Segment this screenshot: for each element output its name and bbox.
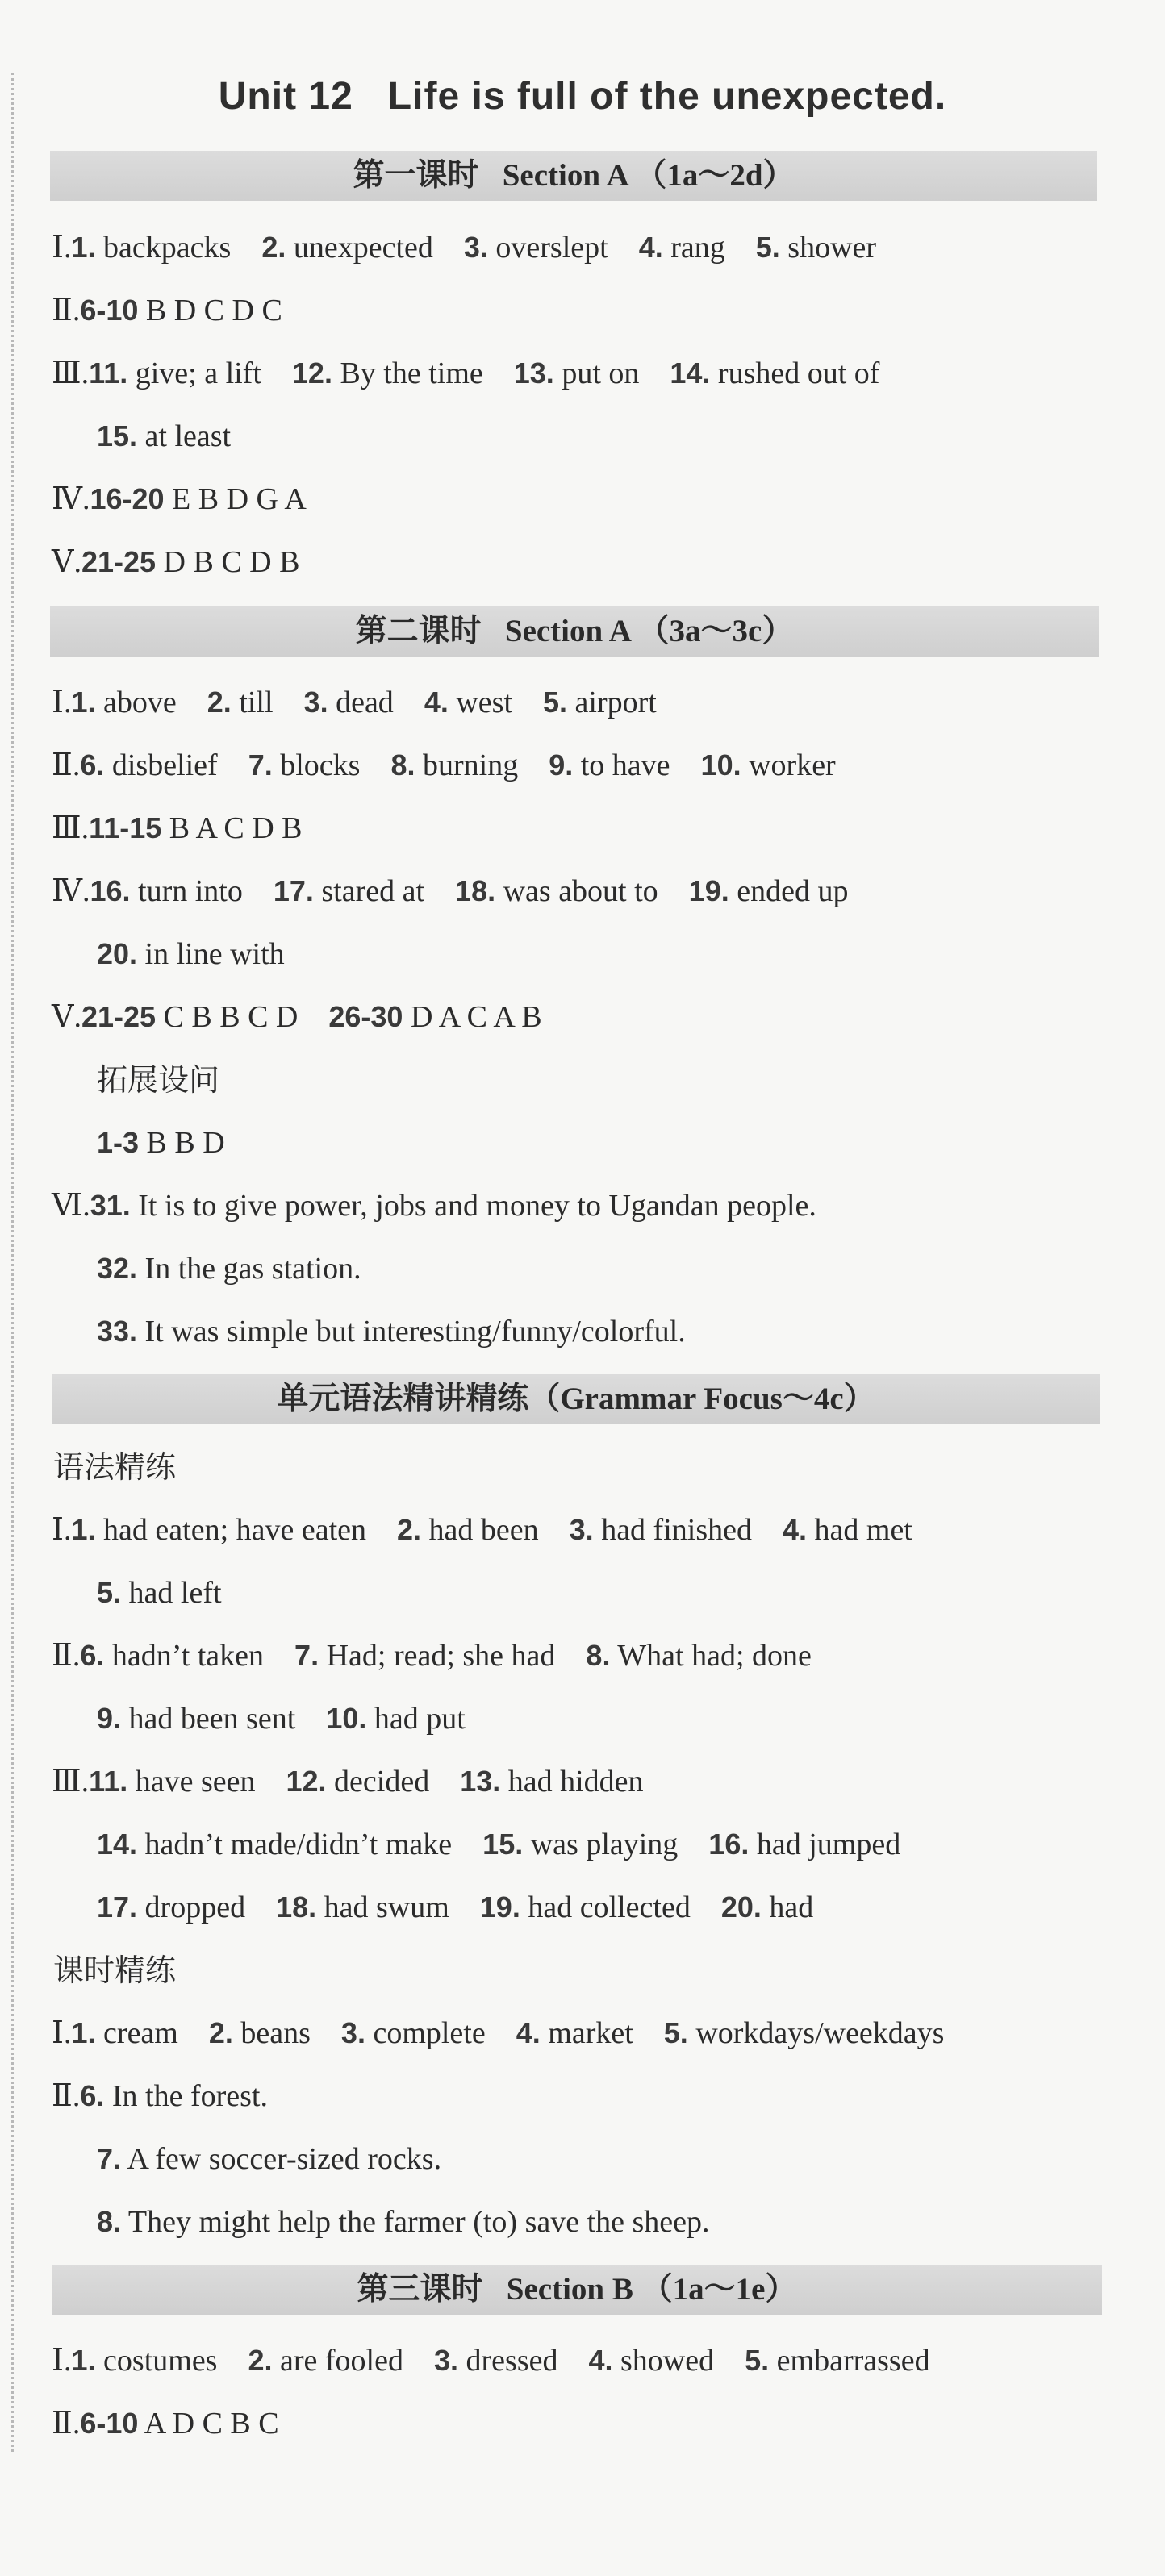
question-number: 10.: [700, 748, 741, 782]
answer-text: dead: [336, 686, 394, 719]
question-number: 11.: [89, 356, 128, 390]
answer-line: [52, 479, 307, 519]
answer-text: D B C D B: [163, 545, 300, 579]
answer-text: unexpected: [293, 231, 433, 265]
question-number: 11-15: [89, 811, 162, 844]
answer-line: [97, 416, 231, 456]
answer-text: disbelief: [111, 748, 218, 782]
answer-text: decided: [334, 1765, 430, 1799]
question-number: 6-10: [80, 2407, 139, 2440]
question-number: 1.: [71, 686, 96, 719]
answer-text: In the forest.: [111, 2079, 268, 2113]
answer-text: They might help the farmer (to) save the sheep.: [127, 2205, 710, 2239]
answer-text: It is to give power, jobs and money to Ugandan people.: [138, 1189, 816, 1223]
roman-numeral: Ⅱ.: [52, 1639, 81, 1673]
answer-line: [97, 934, 285, 974]
answer-text: had hidden: [507, 1765, 644, 1799]
question-number: 9.: [97, 1702, 122, 1735]
question-number: 6-10: [80, 294, 139, 327]
question-number: 18.: [455, 874, 496, 907]
answer-text: costumes: [103, 2344, 218, 2378]
answer-text: had jumped: [756, 1828, 901, 1861]
roman-numeral: Ⅲ.: [52, 1765, 90, 1799]
roman-numeral: Ⅰ.: [52, 231, 72, 265]
question-number: 2.: [207, 686, 232, 719]
answer-text: shower: [787, 231, 877, 265]
question-number: 5.: [745, 2344, 770, 2377]
question-number: 4.: [516, 2016, 541, 2049]
question-number: 18.: [276, 1890, 317, 1924]
answer-line: [97, 1699, 466, 1739]
answer-text: rushed out of: [717, 356, 880, 390]
answer-text: It was simple but interesting/funny/colorful.: [144, 1315, 686, 1348]
answer-line: [52, 1510, 912, 1550]
roman-numeral: Ⅱ.: [52, 748, 81, 782]
question-number: 8.: [97, 2205, 122, 2238]
question-number: 1-3: [97, 1126, 140, 1159]
roman-numeral: Ⅳ.: [52, 874, 90, 908]
answer-text: What had; done: [617, 1639, 812, 1673]
answer-line: [52, 808, 302, 848]
answer-text: till: [239, 686, 274, 719]
margin-dotted-line: [11, 73, 14, 2452]
roman-numeral: Ⅰ.: [52, 2344, 72, 2378]
answer-text: In the gas station.: [144, 1252, 361, 1286]
answer-text: worker: [749, 748, 836, 782]
question-number: 10.: [326, 1702, 367, 1735]
answer-text: was playing: [530, 1828, 679, 1861]
question-number: 15.: [482, 1828, 524, 1861]
answer-text: hadn’t taken: [111, 1639, 265, 1673]
question-number: 6.: [80, 748, 105, 782]
answer-text: to have: [580, 748, 670, 782]
roman-numeral: Ⅳ.: [52, 482, 90, 516]
answer-text: B A C D B: [169, 811, 303, 845]
roman-numeral: Ⅲ.: [52, 811, 90, 845]
question-number: 15.: [97, 419, 138, 452]
roman-numeral: Ⅱ.: [52, 2407, 81, 2441]
answer-text: had left: [128, 1576, 222, 1610]
question-number: 1.: [71, 231, 96, 264]
answer-text: showed: [620, 2344, 715, 2378]
answer-text: B D C D C: [145, 294, 282, 327]
question-number: 16.: [90, 874, 131, 907]
question-number: 3.: [463, 231, 488, 264]
answer-line: [52, 745, 836, 786]
question-number: 16-20: [90, 482, 165, 515]
answer-text: above: [103, 686, 177, 719]
question-number: 21-25: [81, 545, 157, 578]
answer-text: By the time: [340, 356, 483, 390]
subheading-lesson-practice: 课时精练: [53, 1953, 177, 1988]
question-number: 12.: [286, 1765, 327, 1798]
question-number: 13.: [460, 1765, 501, 1798]
question-number: 8.: [586, 1639, 611, 1672]
question-number: 7.: [248, 748, 273, 782]
answer-text: in line with: [144, 937, 285, 971]
answer-text: market: [548, 2016, 633, 2050]
answer-text: A few soccer-sized rocks.: [127, 2142, 442, 2176]
answer-text: had: [769, 1890, 814, 1924]
answer-line: [52, 2340, 930, 2381]
question-number: 7.: [294, 1639, 319, 1672]
answer-text: put on: [562, 356, 640, 390]
question-number: 2.: [397, 1513, 422, 1546]
question-number: 9.: [549, 748, 574, 782]
answer-line: [52, 2013, 944, 2053]
question-number: 12.: [291, 356, 332, 390]
roman-numeral: Ⅴ.: [52, 545, 81, 579]
answer-text: had swum: [324, 1890, 449, 1924]
answer-line: [97, 1887, 813, 1928]
question-number: 16.: [708, 1828, 750, 1861]
answer-line: [97, 1311, 686, 1352]
question-number: 33.: [97, 1315, 138, 1348]
answer-text: had eaten; have eaten: [103, 1513, 367, 1547]
answer-line: [52, 290, 282, 331]
answer-text: had finished: [601, 1513, 752, 1547]
answer-text: had met: [814, 1513, 912, 1547]
answer-line: [52, 1761, 644, 1802]
question-number: 2.: [208, 2016, 233, 2049]
question-number: 31.: [90, 1189, 131, 1222]
question-number: 5.: [755, 231, 780, 264]
answer-text: beans: [240, 2016, 311, 2050]
answer-text: A D C B C: [144, 2407, 279, 2441]
answer-line: [97, 1123, 225, 1163]
question-number: 14.: [97, 1828, 138, 1861]
answer-text: stared at: [321, 874, 425, 908]
answer-text: had put: [374, 1702, 466, 1736]
question-number: 17.: [273, 874, 314, 907]
answer-text: backpacks: [103, 231, 232, 265]
roman-numeral: Ⅱ.: [52, 294, 81, 327]
answer-text: give; a lift: [135, 356, 261, 390]
question-number: 11.: [89, 1765, 128, 1798]
subheading-extend: 拓展设问: [97, 1062, 220, 1098]
answer-text: have seen: [135, 1765, 256, 1799]
roman-numeral: Ⅰ.: [52, 1513, 72, 1547]
answer-text: D A C A B: [410, 1000, 542, 1034]
answer-text: at least: [144, 419, 232, 453]
answer-text: had been: [428, 1513, 539, 1547]
answer-line: [97, 2139, 441, 2179]
answer-line: [52, 1636, 812, 1676]
answer-text: ended up: [737, 874, 849, 908]
question-number: 4.: [638, 231, 663, 264]
answer-text: turn into: [138, 874, 243, 908]
answer-text: B B D: [146, 1126, 225, 1160]
question-number: 2.: [261, 231, 286, 264]
answer-text: dressed: [466, 2344, 558, 2378]
question-number: 4.: [588, 2344, 613, 2377]
answer-text: west: [456, 686, 512, 719]
question-number: 3.: [340, 2016, 365, 2049]
question-number: 3.: [569, 1513, 594, 1546]
question-number: 6.: [80, 2079, 105, 2112]
section-header-lesson-3: 第三课时 Section B （1a～1e）: [52, 2265, 1102, 2315]
answer-line: [52, 871, 848, 911]
answer-line: [97, 2202, 710, 2242]
answer-line: [97, 1248, 361, 1289]
question-number: 3.: [433, 2344, 459, 2377]
question-number: 20.: [720, 1890, 762, 1924]
question-number: 19.: [479, 1890, 520, 1924]
answer-line: [52, 2403, 279, 2444]
question-number: 20.: [97, 937, 138, 970]
question-number: 32.: [97, 1252, 138, 1285]
subheading-grammar: 语法精练: [53, 1449, 177, 1485]
question-number: 26-30: [328, 1000, 403, 1033]
roman-numeral: Ⅰ.: [52, 686, 72, 719]
roman-numeral: Ⅴ.: [52, 1000, 81, 1034]
section-header-grammar: 单元语法精讲精练（Grammar Focus～4c）: [52, 1374, 1100, 1424]
answer-text: blocks: [280, 748, 361, 782]
answer-line: [52, 353, 879, 394]
section-header-lesson-1: 第一课时 Section A （1a～2d）: [50, 151, 1097, 201]
question-number: 4.: [424, 686, 449, 719]
answer-text: cream: [103, 2016, 178, 2050]
question-number: 14.: [670, 356, 711, 390]
question-number: 21-25: [81, 1000, 157, 1033]
question-number: 5.: [663, 2016, 688, 2049]
answer-text: dropped: [144, 1890, 246, 1924]
answer-text: complete: [373, 2016, 486, 2050]
answer-text: had been sent: [128, 1702, 296, 1736]
answer-line: [97, 1573, 222, 1613]
section-header-lesson-2: 第二课时 Section A （3a～3c）: [50, 606, 1099, 657]
unit-title: Unit 12 Life is full of the unexpected.: [218, 75, 947, 118]
answer-text: rang: [670, 231, 725, 265]
question-number: 13.: [513, 356, 554, 390]
answer-text: hadn’t made/didn’t make: [144, 1828, 453, 1861]
answer-text: overslept: [495, 231, 608, 265]
answer-line: [52, 1186, 816, 1226]
answer-line: [52, 227, 876, 268]
answer-text: are fooled: [280, 2344, 403, 2378]
question-number: 8.: [390, 748, 415, 782]
question-number: 6.: [80, 1639, 105, 1672]
question-number: 1.: [71, 1513, 96, 1546]
answer-line: [52, 2076, 268, 2116]
question-number: 17.: [97, 1890, 138, 1924]
question-number: 7.: [97, 2142, 122, 2175]
answer-text: had collected: [528, 1890, 691, 1924]
question-number: 4.: [782, 1513, 808, 1546]
answer-text: embarrassed: [776, 2344, 930, 2378]
roman-numeral: Ⅱ.: [52, 2079, 81, 2113]
answer-text: was about to: [503, 874, 658, 908]
answer-text: E B D G A: [172, 482, 307, 516]
answer-text: Had; read; she had: [326, 1639, 556, 1673]
answer-line: [97, 1824, 900, 1865]
answer-text: airport: [574, 686, 657, 719]
question-number: 5.: [97, 1576, 122, 1609]
roman-numeral: Ⅵ.: [52, 1189, 90, 1223]
question-number: 1.: [71, 2016, 96, 2049]
question-number: 3.: [303, 686, 328, 719]
answer-text: burning: [423, 748, 519, 782]
answer-line: [52, 682, 657, 723]
answer-line: [52, 542, 299, 582]
answer-text: workdays/weekdays: [695, 2016, 945, 2050]
answer-line: [52, 997, 542, 1037]
question-number: 2.: [248, 2344, 273, 2377]
roman-numeral: Ⅰ.: [52, 2016, 72, 2050]
roman-numeral: Ⅲ.: [52, 356, 90, 390]
question-number: 1.: [71, 2344, 96, 2377]
question-number: 19.: [688, 874, 729, 907]
answer-text: C B B C D: [163, 1000, 299, 1034]
question-number: 5.: [543, 686, 568, 719]
